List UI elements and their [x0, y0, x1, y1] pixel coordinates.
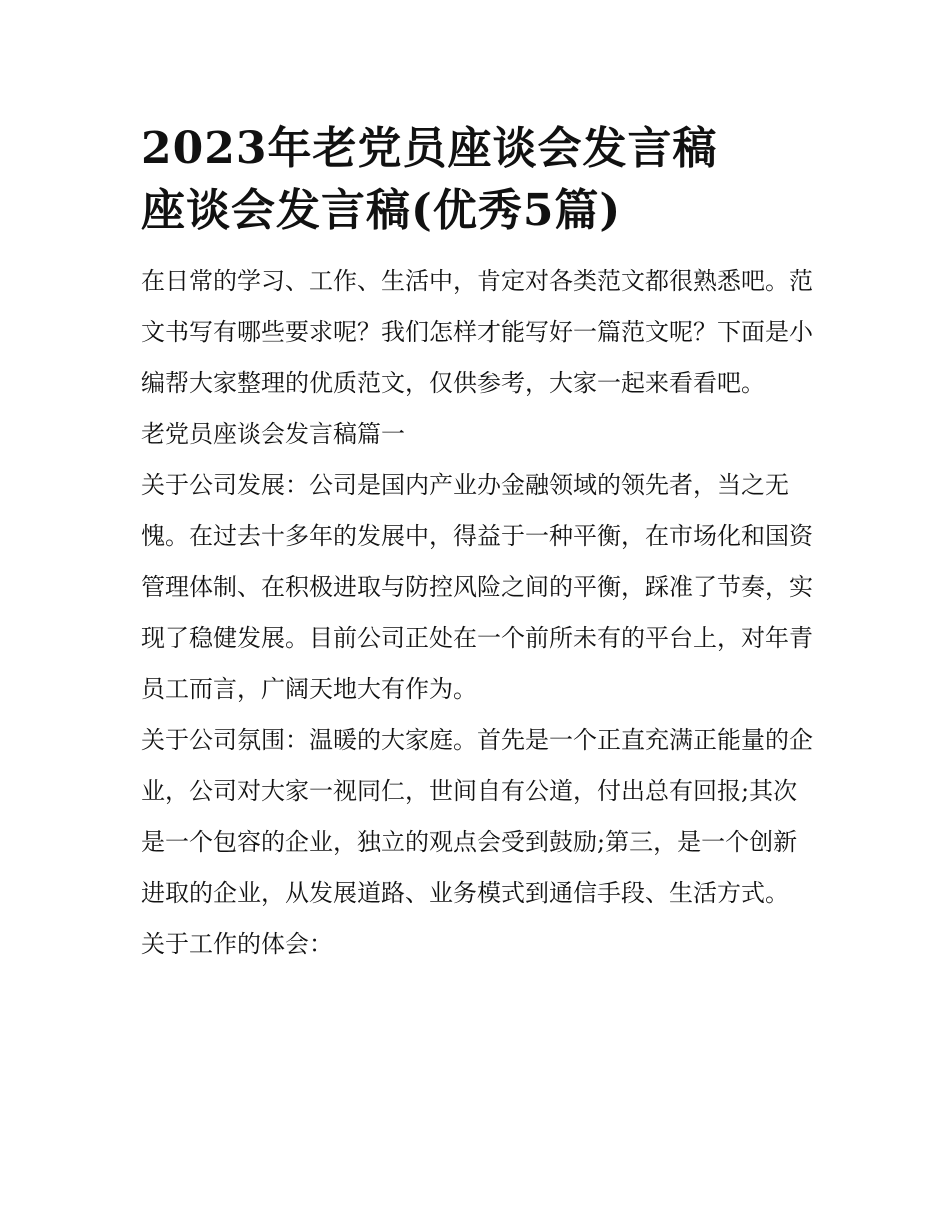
title-line-1: 2023年老党员座谈会发言稿 [141, 123, 718, 174]
document-body [141, 256, 821, 970]
body-paragraph: 关于公司氛围：温暖的大家庭。首先是一个正直充满正能量的企业，公司对大家一视同仁，世间自有公道，付出总有回报;其次是一个包容的企业，独立的观点会受到鼓励;第三，是一个创新进取的企业，从发展道路、业务模式到通信手段、生活方式。 [141, 726, 813, 907]
intro-paragraph: 在日常的学习、工作、生活中，肯定对各类范文都很熟悉吧。范文书写有哪些要求呢？我们怎样才能写好一篇范文呢？下面是小编帮大家整理的优质范文，仅供参考，大家一起来看看吧。 [141, 267, 813, 397]
body-paragraph: 关于公司发展：公司是国内产业办金融领域的领先者，当之无愧。在过去十多年的发展中，得益于一种平衡，在市场化和国资管理体制、在积极进取与防控风险之间的平衡，踩准了节奏，实现了稳健发展。目前公司正处在一个前所未有的平台上，对年青员工而言，广阔天地大有作为。 [141, 471, 813, 703]
section-heading: 老党员座谈会发言稿篇一 [141, 420, 405, 448]
document-title [141, 118, 821, 242]
title-line-2: 座谈会发言稿(优秀5篇) [141, 185, 622, 236]
document-page [141, 118, 821, 970]
body-paragraph: 关于工作的体会： [141, 930, 333, 958]
